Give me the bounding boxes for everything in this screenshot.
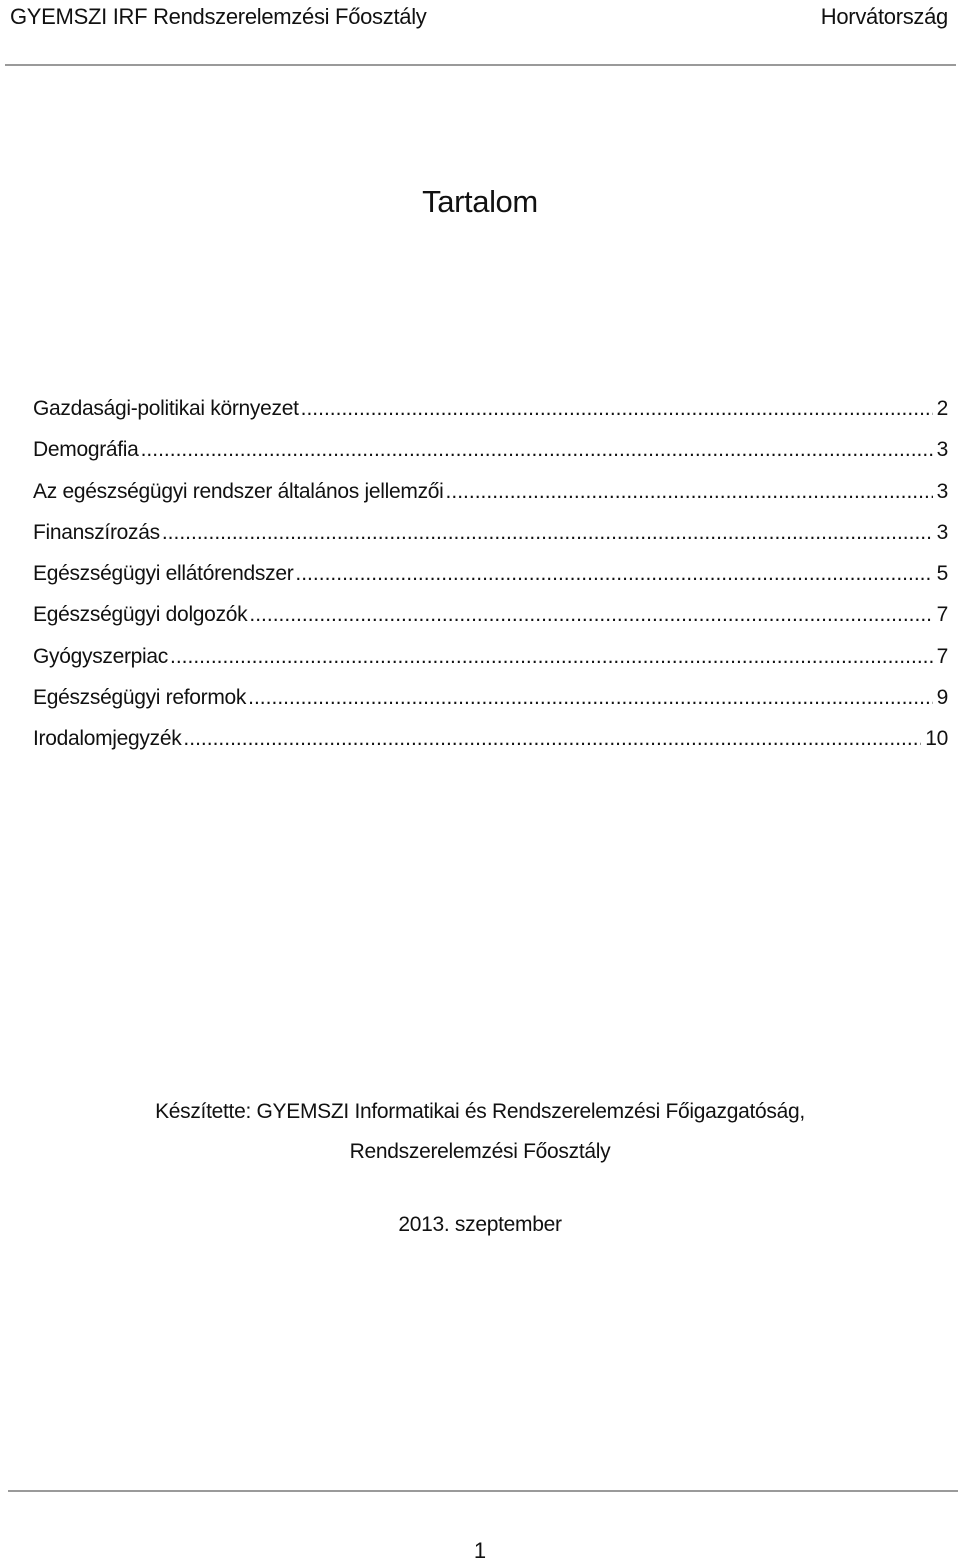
table-of-contents	[33, 397, 948, 769]
toc-entry-label[interactable]: Demográfia	[33, 438, 139, 462]
toc-entry-label[interactable]: Irodalomjegyzék	[33, 727, 182, 751]
toc-entry[interactable]	[33, 603, 948, 644]
author-credit	[0, 1092, 960, 1172]
author-credit-line1: Készítette: GYEMSZI Informatikai és Rendszerelemzési Főigazgatóság,	[155, 1100, 805, 1123]
toc-entry-label[interactable]: Egészségügyi reformok	[33, 686, 247, 710]
toc-entry[interactable]	[33, 727, 948, 768]
page-header	[10, 0, 948, 30]
toc-entry-label[interactable]: Az egészségügyi rendszer általános jellemzői	[33, 479, 444, 503]
toc-dot-leader	[141, 438, 933, 462]
toc-entry-page[interactable]: 3	[936, 520, 948, 544]
toc-entry[interactable]	[33, 521, 948, 562]
toc-entry-page[interactable]: 3	[936, 438, 948, 462]
toc-entry-label[interactable]: Egészségügyi dolgozók	[33, 603, 248, 627]
toc-entry-page[interactable]: 2	[936, 397, 948, 420]
toc-entry[interactable]	[33, 397, 948, 438]
toc-entry[interactable]	[33, 562, 948, 603]
toc-entry-page[interactable]: 7	[936, 603, 948, 627]
toc-entry[interactable]	[33, 686, 948, 727]
toc-entry-label[interactable]: Egészségügyi ellátórendszer	[33, 562, 294, 586]
toc-entry-page[interactable]: 5	[936, 562, 948, 586]
toc-entry[interactable]	[33, 645, 948, 686]
toc-entry-label[interactable]: Gazdasági-politikai környezet	[33, 397, 299, 420]
toc-entry-page[interactable]: 7	[936, 644, 948, 668]
header-organization: GYEMSZI IRF Rendszerelemzési Főosztály	[10, 4, 427, 29]
toc-dot-leader	[301, 397, 933, 421]
toc-dot-leader	[183, 727, 921, 751]
page-number: 1	[473, 1538, 487, 1563]
toc-dot-leader	[248, 686, 932, 710]
footer-divider	[8, 1490, 958, 1492]
author-credit-line2: Rendszerelemzési Főosztály	[349, 1140, 611, 1163]
publication-date: 2013. szeptember	[398, 1213, 562, 1236]
toc-entry-page[interactable]: 9	[936, 686, 948, 710]
toc-entry[interactable]	[33, 438, 948, 479]
toc-dot-leader	[295, 562, 932, 586]
header-divider	[5, 64, 956, 66]
toc-entry-page[interactable]: 3	[936, 479, 948, 503]
toc-dot-leader	[446, 480, 933, 504]
toc-dot-leader	[170, 645, 933, 669]
header-country: Horvátország	[820, 4, 948, 29]
toc-entry-label[interactable]: Gyógyszerpiac	[33, 644, 168, 668]
toc-dot-leader	[162, 521, 933, 545]
page-title: Tartalom	[422, 184, 538, 219]
toc-entry[interactable]	[33, 480, 948, 521]
toc-entry-page[interactable]: 10	[925, 727, 948, 751]
toc-dot-leader	[249, 603, 932, 627]
toc-entry-label[interactable]: Finanszírozás	[33, 520, 160, 544]
